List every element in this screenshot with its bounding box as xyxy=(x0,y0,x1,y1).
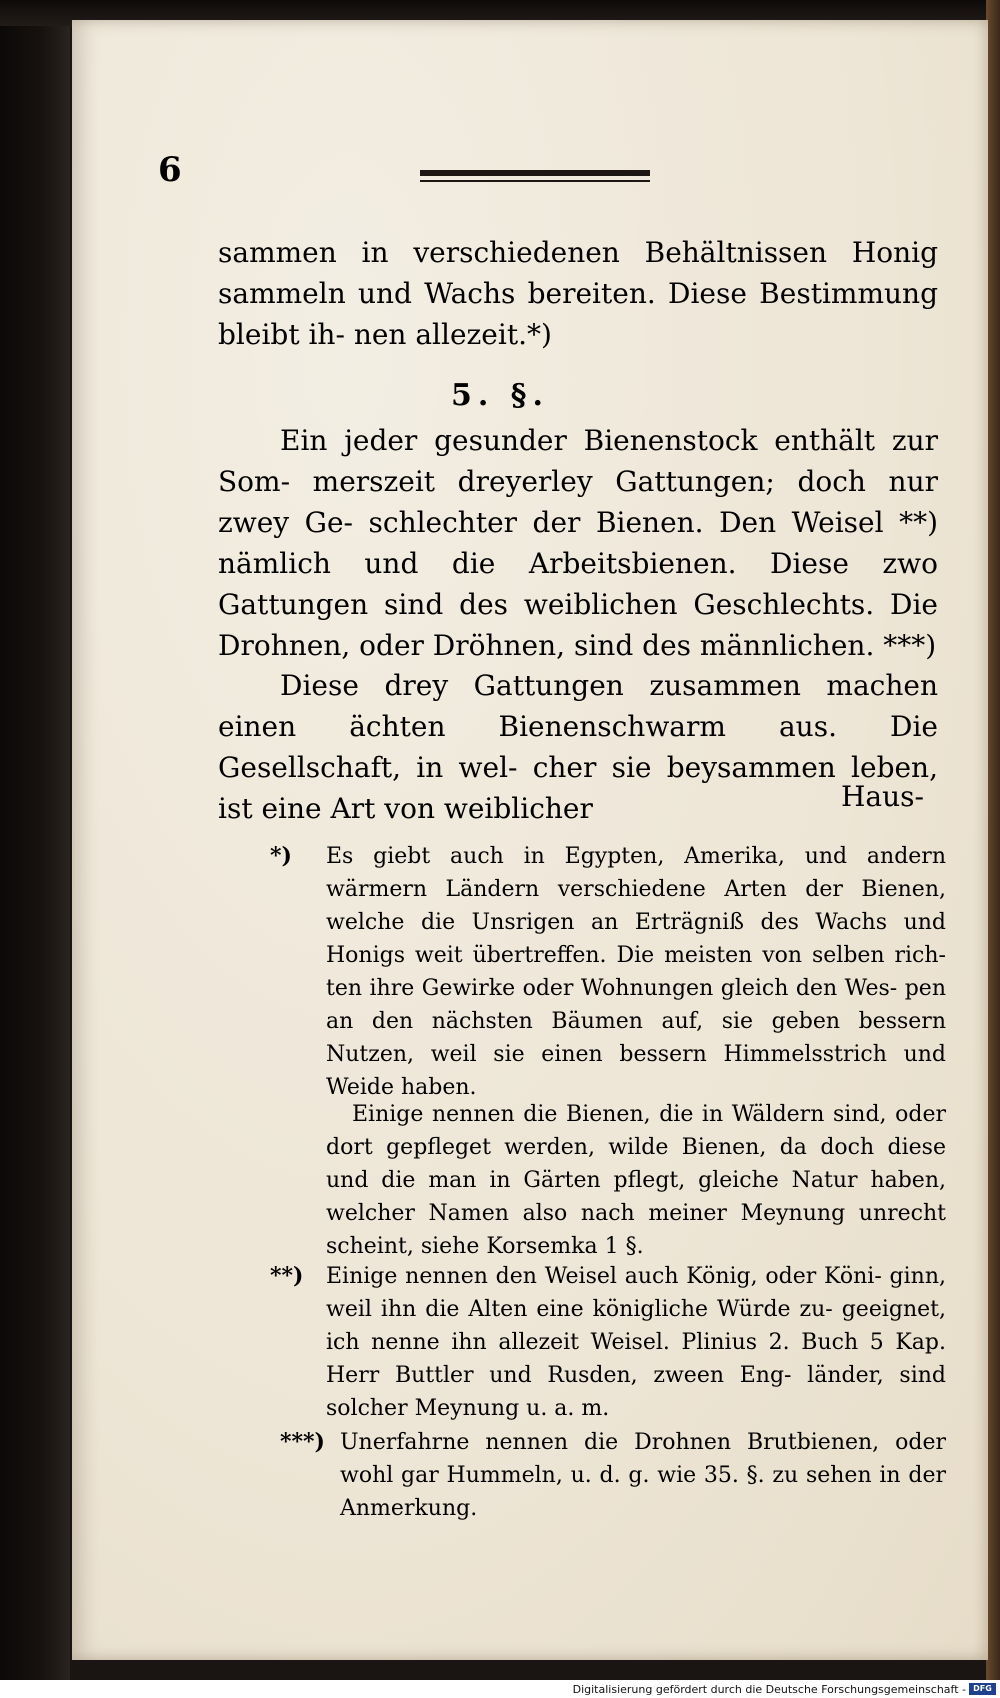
book-fore-edge xyxy=(986,0,1000,1680)
catchword: Haus- xyxy=(841,780,924,813)
section-heading: 5. §. xyxy=(451,378,549,413)
footnote-1-continuation: Einige nennen die Bienen, die in Wäldern sind, oder dort gepfleget werden, wilde Bienen, da doch diese und die man in Gärten pflegt, gleiche Natur haben, welcher Namen also nach meiner Meynung unrecht scheint, siehe Korsemka 1 §. xyxy=(326,1102,946,1259)
footnote-1-text: Es giebt auch in Egypten, Amerika, und andern wärmern Ländern verschiedene Arten der Bienen, welche die Unsrigen an Erträgniß des Wachs und Honigs weit übertreffen. Die meisten von selben rich- ten ihre Gewirke oder Wohnungen gleich den Wes- pen an den nächsten Bäumen auf, sie geben bessern Nutzen, weil sie einen bessern Himmelsstrich und Weide haben. xyxy=(326,844,946,1100)
footnote-2-text: Einige nennen den Weisel auch König, oder Köni- ginn, weil ihn die Alten eine königliche Würde zu- geeignet, ich nenne ihn allezeit Weisel. Plinius 2. Buch 5 Kap. Herr Buttler und Rusden, zween Eng- länder, sind solcher Meynung u. a. m. xyxy=(326,1264,946,1421)
body-continuation-text: sammen in verschiedenen Behältnissen Honig sammeln und Wachs bereiten. Diese Bestimmung bleibt ih- nen allezeit.*) xyxy=(218,236,938,351)
footnote-1-marker: *) xyxy=(270,843,292,869)
book-spine-shadow xyxy=(0,0,70,1698)
footnote-2-marker: **) xyxy=(270,1263,304,1289)
header-rule xyxy=(420,170,650,176)
dfg-logo: DFG xyxy=(969,1683,996,1695)
footnote-3-marker: ***) xyxy=(280,1429,325,1455)
paragraph-1: Ein jeder gesunder Bienenstock enthält zur Som- merszeit dreyerley Gattungen; doch nur zwey Ge- schlechter der Bienen. Den Weisel **) nämlich und die Arbeitsbienen. Diese zwo Gattungen sind des weiblichen Geschlechts. Die Drohnen, oder Dröhnen, sind des männlichen. ***) xyxy=(218,424,938,662)
paragraph-2: Diese drey Gattungen zusammen machen einen ächten Bienenschwarm aus. Die Gesellschaft, in wel- cher sie beysammen leben, ist eine Art von weiblicher xyxy=(218,669,938,825)
page-number: 6 xyxy=(158,150,182,190)
footnote-3-text: Unerfahrne nennen die Drohnen Brutbienen, oder wohl gar Hummeln, u. d. g. wie 35. §. zu sehen in der Anmerkung. xyxy=(340,1430,946,1521)
header-rule-thin xyxy=(420,180,650,182)
digitization-credit: Digitalisierung gefördert durch die Deutsche Forschungsgemeinschaft - xyxy=(572,1683,966,1696)
